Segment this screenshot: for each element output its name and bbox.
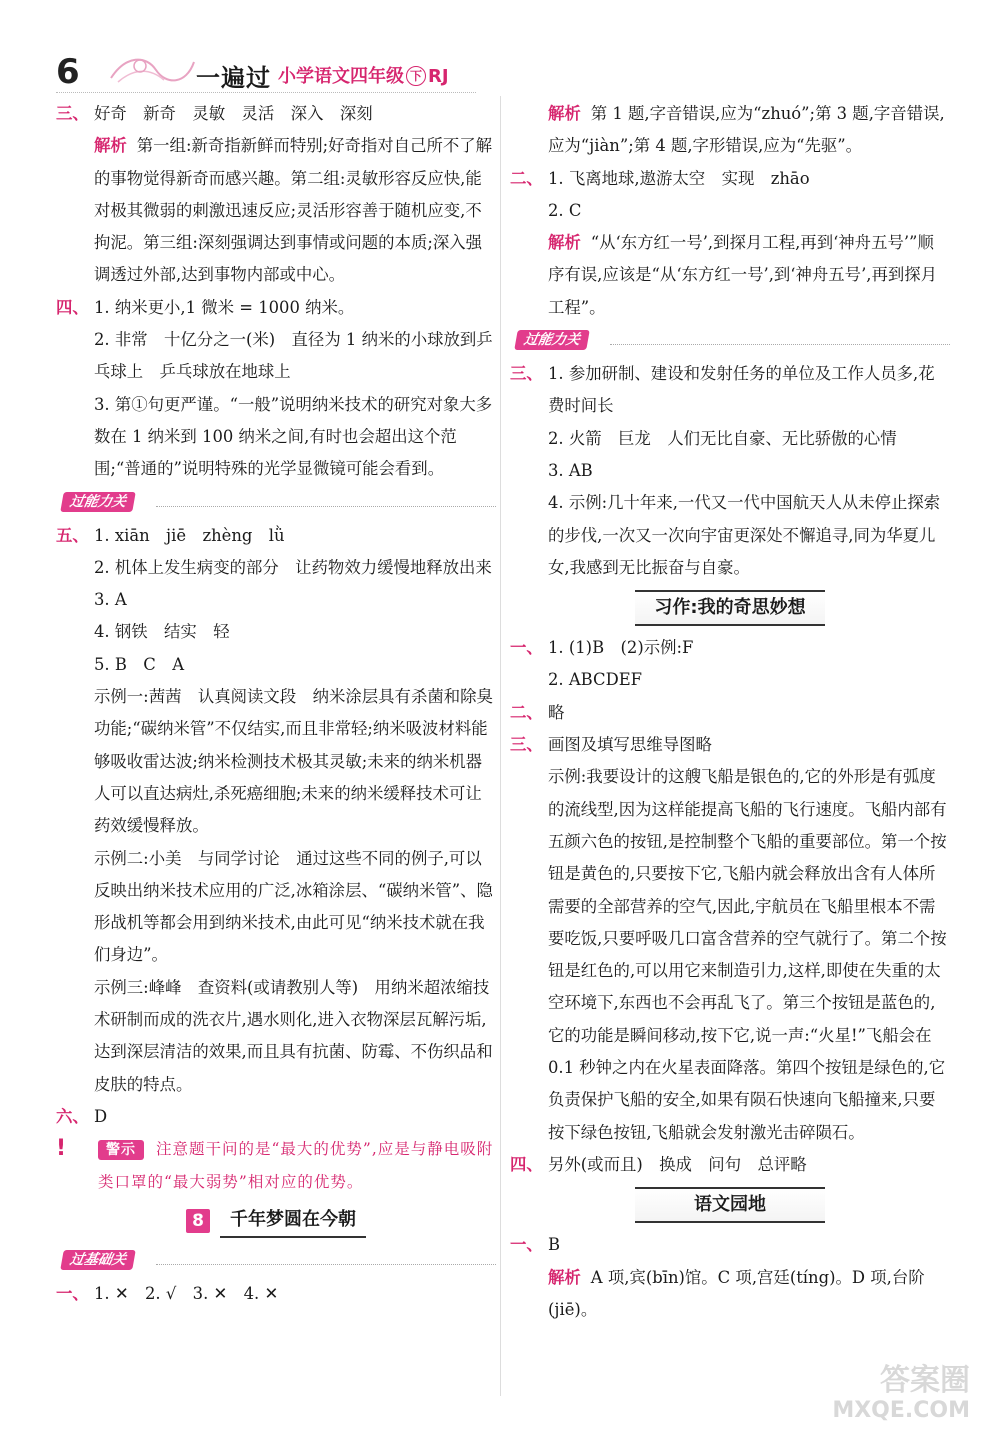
lesson-section-1: [56, 1278, 496, 1310]
essay-section-1: [510, 632, 950, 697]
answer-text: 另外(或而且) 换成 问句 总评略: [548, 1154, 807, 1174]
left-column: [56, 98, 496, 1310]
warning-note: [56, 1133, 496, 1198]
answer-text: 2. C: [548, 200, 582, 220]
answer-text: 1. ✕ 2. √ 3. ✕ 4. ✕: [94, 1283, 279, 1303]
section-3: [56, 98, 496, 292]
section-2: [510, 163, 950, 324]
section-number: 一、: [510, 1235, 543, 1255]
analysis-text: 第一组:新奇指新鲜而特别;好奇指对自己所不了解的事物觉得新奇而感兴趣。第二组:灵敏形容反应快,能对极其微弱的刺激迅速反应;灵活形容善于随机应变,不拘泥。第三组:深刻强调达到事情或问题的本质;深入强调透过外部,达到事物内部或中心。: [94, 136, 493, 285]
lesson-heading: [56, 1204, 496, 1238]
header-divider: [56, 92, 476, 93]
dotted-line: [156, 1264, 496, 1265]
section-number: 二、: [510, 702, 543, 722]
answer-text: D: [94, 1106, 108, 1126]
section-number: 一、: [510, 638, 543, 658]
answer-text: 3. AB: [548, 460, 593, 480]
example-text: 示例:我要设计的这艘飞船是银色的,它的外形是有弧度的流线型,因为这样能提高飞船的飞行速度。飞船内部有五颜六色的按钮,是控制整个飞船的重要部位。第一个按钮是黄色的,只要按下它,飞船内就会释放出含有人体所需要的全部营养的空气,因此,宇航员在飞船里根本不需要吃饭,只要呼吸几口富含营养的空气就行了。第二个按钮是红色的,可以用它来制造引力,这样,即使在失重的太空环境下,东西也不会再乱飞了。第三个按钮是蓝色的,它的功能是瞬间移动,按下它,说一声:“火星!”飞船会在 0.1 秒钟之内在火星表面降落。第四个按钮是绿色的,它负责保护飞船的安全,如果有陨石快速向飞船撞来,只要按下绿色按钮,飞船就会发射激光击碎陨石。: [548, 767, 947, 1142]
analysis-block: [548, 227, 950, 324]
essay-section-4: [510, 1149, 950, 1181]
pass-ability-badge: 过能力关: [514, 330, 590, 350]
subject-title: [278, 62, 449, 88]
section-number: 一、: [56, 1283, 89, 1303]
analysis-text: 第 1 题,字音错误,应为“zhuó”;第 3 题,字音错误,应为“jiàn”;第 4 题,字形错误,应为“先驱”。: [548, 104, 945, 156]
exclamation-icon: !: [56, 1136, 68, 1162]
example-text: 示例三:峰峰 查资料(或请教别人等) 用纳米超浓缩技术研制而成的洗衣片,遇水则化,进入衣物深层瓦解污垢,达到深层清洁的效果,而且具有抗菌、防霉、不伤织品和皮肤的特点。: [94, 977, 493, 1094]
analysis-block: [94, 130, 496, 291]
answer-text: 3. 第①句更严谨。“一般”说明纳米技术的研究对象大多数在 1 纳米到 100 纳米之间,有时也会超出这个范围;“普通的”说明特殊的光学显微镜可能会看到。: [94, 394, 493, 479]
section-5: [56, 520, 496, 1101]
answer-text: 4. 钢铁 结实 轻: [94, 622, 230, 642]
dotted-line: [610, 344, 950, 345]
column-divider: [500, 96, 501, 1396]
analysis-label: 解析: [94, 136, 127, 156]
answer-text: 3. A: [94, 590, 127, 610]
answer-text: B: [548, 1235, 561, 1255]
section-number: 二、: [510, 168, 543, 188]
lesson-title: 千年梦圆在今朝: [220, 1204, 366, 1238]
analysis-text: “从‘东方红一号’,到探月工程,再到‘神舟五号’”顺序有误,应该是“从‘东方红一号’,到‘神舟五号’,再到探月工程”。: [548, 233, 938, 317]
answer-text: 画图及填写思维导图略: [548, 735, 712, 755]
answer-text: 1. (1)B (2)示例:F: [548, 638, 694, 658]
section-number: 三、: [510, 364, 543, 384]
decorative-swirl-icon: [106, 50, 196, 90]
pass-foundation-divider: [56, 1244, 496, 1278]
warning-badge: 警示: [98, 1140, 144, 1160]
answer-text: 2. 机体上发生病变的部分 让药物效力缓慢地释放出来: [94, 557, 492, 577]
watermark: [832, 1363, 970, 1426]
section-number: 四、: [510, 1154, 543, 1174]
answer-text: 4. 示例:几十年来,一代又一代中国航天人从未停止探索的步伐,一次又一次向宇宙更深处不懈追寻,同为华夏儿女,我感到无比振奋与自豪。: [548, 493, 941, 577]
brand-logo: 一遍过: [196, 64, 271, 92]
watermark-url: MXQE.COM: [832, 1398, 970, 1423]
pass-foundation-badge: 过基础关: [60, 1250, 136, 1270]
volume-badge: 下: [406, 66, 426, 86]
analysis-label: 解析: [548, 233, 581, 253]
page-number: 6: [56, 52, 80, 92]
top-analysis: [510, 98, 950, 163]
lesson-number: 8: [186, 1209, 210, 1233]
answer-text: 2. 火箭 巨龙 人们无比自豪、无比骄傲的心情: [548, 428, 897, 448]
section-number: 四、: [56, 297, 89, 317]
analysis-label: 解析: [548, 1267, 581, 1287]
section-number: 五、: [56, 525, 89, 545]
section-number: 三、: [56, 104, 89, 123]
section-6: [56, 1101, 496, 1133]
watermark-text: 答案圈: [880, 1363, 970, 1398]
answer-text: 1. xiān jiē zhèng lǜ: [94, 525, 285, 545]
analysis-block: [548, 98, 950, 163]
example-text: 示例一:茜茜 认真阅读文段 纳米涂层具有杀菌和除臭功能;“碳纳米管”不仅结实,而且非常轻;纳米吸波材料能够吸收雷达波;纳米检测技术极其灵敏;未来的纳米机器人可以直达病灶,杀死癌细胞;未来的纳米缓释技术可让药效缓慢释放。: [94, 687, 493, 836]
section-number: 三、: [510, 735, 543, 755]
answer-text: 1. 参加研制、建设和发射任务的单位及工作人员多,花费时间长: [548, 364, 935, 416]
section-3: [510, 358, 950, 584]
answer-text: 略: [548, 702, 565, 722]
edition-text: RJ: [428, 66, 449, 87]
analysis-label: 解析: [548, 104, 581, 123]
pass-ability-divider: [56, 486, 496, 520]
section-4: [56, 292, 496, 486]
essay-section-2: [510, 697, 950, 729]
pass-ability-divider: [510, 324, 950, 358]
pass-ability-badge: 过能力关: [60, 492, 136, 512]
essay-title: 习作:我的奇思妙想: [635, 590, 825, 626]
dotted-line: [156, 506, 496, 507]
garden-title: 语文园地: [635, 1187, 825, 1223]
analysis-text: A 项,宾(bīn)馆。C 项,宫廷(tíng)。D 项,台阶(jiē)。: [548, 1267, 925, 1319]
section-number: 六、: [56, 1106, 89, 1126]
essay-section-3: [510, 729, 950, 1149]
answer-text: 5. B C A: [94, 654, 185, 674]
answer-text: 2. ABCDEF: [548, 670, 643, 690]
analysis-block: [548, 1262, 950, 1327]
warning-text: 注意题干问的是“最大的优势”,应是与静电吸附类口罩的“最大弱势”相对应的优势。: [98, 1140, 494, 1191]
example-text: 示例二:小美 与同学讨论 通过这些不同的例子,可以反映出纳米技术应用的广泛,冰箱涂层、“碳纳米管”、隐形战机等都会用到纳米技术,由此可见“纳米技术就在我们身边”。: [94, 848, 493, 965]
subject-text: 小学语文四年级: [278, 66, 404, 87]
answer-text: 好奇 新奇 灵敏 灵活 深入 深刻: [94, 104, 373, 123]
answer-text: 1. 飞离地球,遨游太空 实现 zhāo: [548, 168, 810, 188]
garden-section-1: [510, 1229, 950, 1326]
answer-text: 1. 纳米更小,1 微米 = 1000 纳米。: [94, 297, 355, 317]
answer-text: 2. 非常 十亿分之一(米) 直径为 1 纳米的小球放到乒乓球上 乒乓球放在地球上: [94, 330, 493, 382]
right-column: [510, 98, 950, 1326]
